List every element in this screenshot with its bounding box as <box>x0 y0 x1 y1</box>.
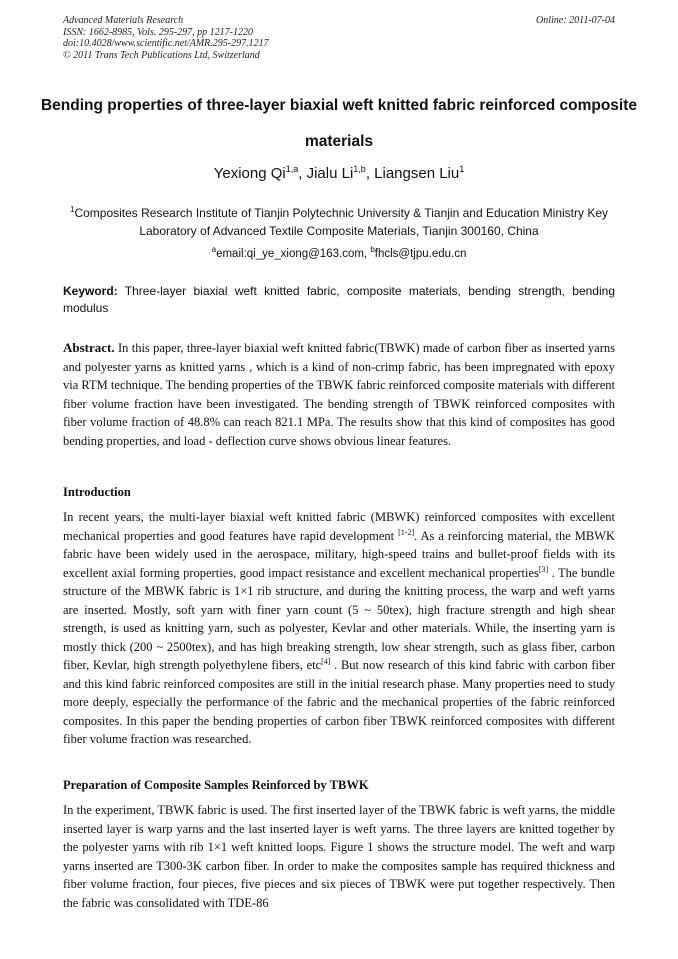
author-list <box>0 164 678 182</box>
author-name: Jialu Li <box>306 165 354 182</box>
paragraph-text: . As a reinforcing material, the MBWK fabric have been widely used in the aerospace, military, high-speed trains and bullet-proof fields with its excellent axial forming properties, good impact resistance and excellent mechanical properties <box>63 528 615 580</box>
citation: [3] <box>538 564 549 574</box>
section-heading-preparation: Preparation of Composite Samples Reinforced by TBWK <box>63 778 369 792</box>
abstract-text: In this paper, three-layer biaxial weft knitted fabric(TBWK) made of carbon fiber as inserted yarns and polyester yarns as knitted yarns , which is a kind of non-crimp fabric, has been impregnated with epoxy via RTM technique. The bending properties of the TBWK fabric reinforced composite materials with different fiber volume fraction have been investigated. The bending strength of TBWK reinforced composites with fiber volume fraction of 48.8% can reach 821.1 MPa. The results show that this kind of composites has good bending properties, and load - deflection curve shows obvious linear features. <box>63 341 615 448</box>
author-separator: , <box>298 165 307 182</box>
author-name: Liangsen Liu <box>374 165 460 182</box>
introduction-paragraph <box>63 508 615 749</box>
keyword-text: Three-layer biaxial weft knitted fabric, composite materials, bending strength, bending modulus <box>63 284 615 315</box>
section-heading-introduction: Introduction <box>63 485 131 499</box>
author-affiliation-mark: 1,b <box>353 164 366 174</box>
journal-header <box>63 15 615 61</box>
author-affiliation-mark: 1 <box>459 164 465 174</box>
paragraph-text: . The bundle structure of the MBWK fabric is 1×1 rib structure, and during the knitting process, the warp and weft yarns are inserted. Mostly, soft yarn with finer yarn count (5 ~ 50tex), high fracture strength and high shear strength, is used as knitting yarn, such as polyester, Kevlar and other materials. While, the inserting yarn is mostly thick (200 ~ 2500tex), and has high breaking strength, low shear strength, such as glass fiber, carbon fiber, Kevlar, high strength polyethylene fibers, etc <box>63 565 615 672</box>
email-mark: a <box>211 245 217 254</box>
affiliation-text: Composites Research Institute of Tianjin Polytechnic University & Tianjin and Education Ministry Key Laboratory of Advanced Textile Composite Materials, Tianjin 300160, China <box>74 206 609 238</box>
email-address: email:qi_ye_xiong@163.com, <box>216 247 371 260</box>
journal-name: Advanced Materials Research <box>63 15 184 26</box>
affiliation-mark: 1 <box>69 205 75 214</box>
email-address: fhcls@tjpu.edu.cn <box>374 247 467 260</box>
author-name: Yexiong Qi <box>213 165 286 182</box>
citation: [4] <box>321 656 331 666</box>
paragraph-text: In recent years, the multi-layer biaxial weft knitted fabric (MBWK) reinforced composites with excellent mechanical properties and good features have rapid development <box>63 510 615 543</box>
email-line <box>0 245 678 260</box>
affiliation <box>50 201 628 240</box>
email-mark: b <box>370 245 375 254</box>
paragraph-text: . But now research of this kind fabric with carbon fiber and this kind fabric reinforced composites are still in the initial research phase. Many properties need to study more deeply, especially the performance of the fabric and the mechanical properties of the fabric reinforced composites. In this paper the bending properties of carbon fiber TBWK reinforced composites with different fiber volume fraction was researched. <box>63 658 615 746</box>
online-date: Online: 2011-07-04 <box>536 15 615 26</box>
abstract-label: Abstract. <box>63 340 115 355</box>
preparation-paragraph: In the experiment, TBWK fabric is used. The first inserted layer of the TBWK fabric is weft yarns, the middle inserted layer is warp yarns and the last inserted layer is weft yarns. The three layers are knitted together by the polyester yarns with rib 1×1 weft knitted loops. Figure 1 shows the structure model. The weft and warp yarns inserted are T300-3K carbon fiber. In order to make the composites sample has required thickness and fiber volume fraction, four pieces, five pieces and six pieces of TBWK were put together respectively. Then the fabric was consolidated with TDE-86 <box>63 803 615 910</box>
issn-line: ISSN: 1662-8985, Vols. 295-297, pp 1217-1220 <box>63 26 253 38</box>
citation: [1-2] <box>398 527 415 537</box>
author-separator: , <box>365 165 375 182</box>
copyright-line: © 2011 Trans Tech Publications Ltd, Switzerland <box>63 49 260 61</box>
author-affiliation-mark: 1,a <box>285 164 299 174</box>
keywords <box>63 283 615 317</box>
doi-line: doi:10.4028/www.scientific.net/AMR.295-297.1217 <box>63 38 269 49</box>
keyword-label: Keyword: <box>63 284 118 298</box>
paper-title: Bending properties of three-layer biaxial weft knitted fabric reinforced composite materials <box>40 97 638 150</box>
abstract <box>63 339 615 450</box>
